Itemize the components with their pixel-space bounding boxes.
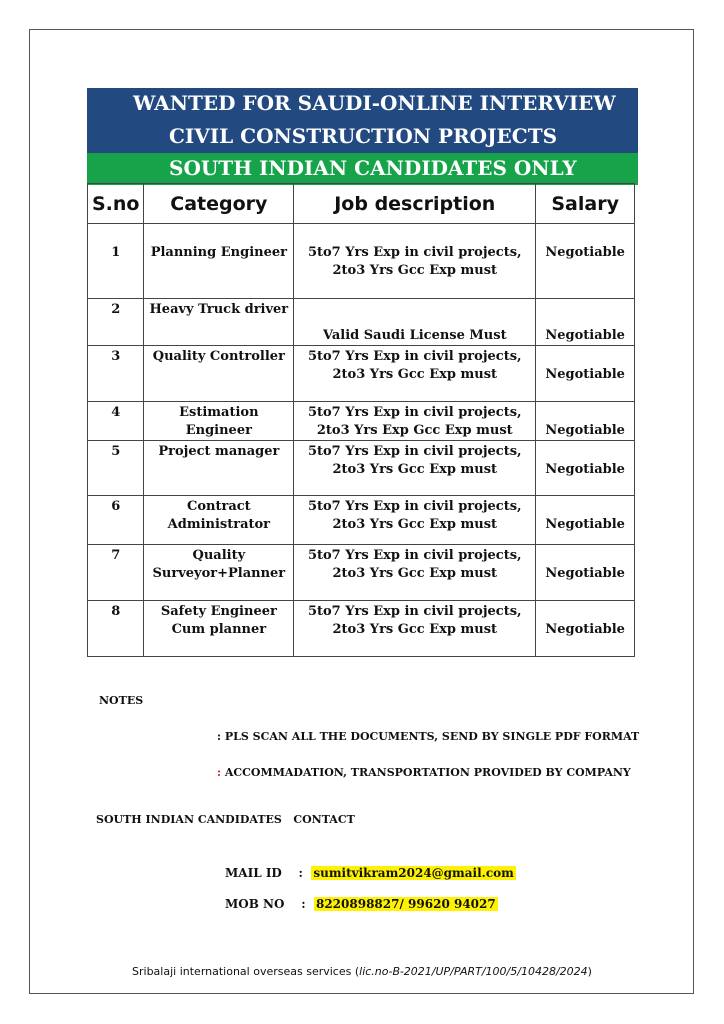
title-line-3: SOUTH INDIAN CANDIDATES ONLY — [169, 156, 577, 180]
row-salary: Negotiable — [536, 441, 635, 496]
row-salary: Negotiable — [536, 402, 635, 441]
row-category: Project manager — [144, 441, 294, 496]
row-category: Heavy Truck driver — [144, 299, 294, 346]
row-description: Valid Saudi License Must — [294, 299, 536, 346]
row-sno: 7 — [88, 545, 144, 601]
row-salary: Negotiable — [536, 496, 635, 545]
footer-company: Sribalaji international overseas services ( — [132, 965, 360, 978]
table-row — [88, 299, 635, 346]
email-link[interactable]: sumitvikram2024@gmail.com — [313, 866, 514, 880]
column-header-sno: S.no — [88, 184, 144, 224]
eligibility-banner — [87, 153, 638, 185]
row-salary: Negotiable — [536, 299, 635, 346]
row-sno: 4 — [88, 402, 144, 441]
footer — [0, 965, 724, 978]
mail-row — [225, 866, 516, 880]
column-header-category: Category — [144, 184, 294, 224]
row-salary: Negotiable — [536, 346, 635, 402]
row-sno: 3 — [88, 346, 144, 402]
table-row — [88, 601, 635, 657]
row-category: Contract Administrator — [144, 496, 294, 545]
phone-row — [225, 897, 498, 911]
row-category: Planning Engineer — [144, 224, 294, 299]
row-description: 5to7 Yrs Exp in civil projects, 2to3 Yrs Gcc Exp must — [294, 496, 536, 545]
table-row — [88, 346, 635, 402]
title-banner — [87, 88, 638, 121]
title-line-1: WANTED FOR SAUDI-ONLINE INTERVIEW — [133, 91, 616, 115]
row-description: 5to7 Yrs Exp in civil projects, 2to3 Yrs Gcc Exp must — [294, 346, 536, 402]
column-header-salary: Salary — [536, 184, 635, 224]
row-category: Quality Controller — [144, 346, 294, 402]
row-sno: 2 — [88, 299, 144, 346]
mob-label: MOB NO : — [225, 897, 314, 911]
subtitle-banner — [87, 121, 638, 153]
row-category: Safety Engineer Cum planner — [144, 601, 294, 657]
note-scan-documents: : PLS SCAN ALL THE DOCUMENTS, SEND BY SINGLE PDF FORMAT — [217, 730, 640, 743]
row-salary: Negotiable — [536, 545, 635, 601]
row-salary: Negotiable — [536, 224, 635, 299]
title-line-2: CIVIL CONSTRUCTION PROJECTS — [169, 124, 558, 148]
table-row — [88, 402, 635, 441]
table-row — [88, 441, 635, 496]
note-accommodation-text: ACCOMMADATION, TRANSPORTATION PROVIDED BY COMPANY — [221, 766, 631, 779]
phone-number: 8220898827/ 99620 94027 — [315, 897, 496, 911]
row-sno: 5 — [88, 441, 144, 496]
mail-label: MAIL ID : — [225, 866, 312, 880]
row-category: Quality Surveyor+Planner — [144, 545, 294, 601]
footer-close: ) — [587, 965, 592, 978]
note-colon: : — [217, 766, 222, 779]
row-sno: 6 — [88, 496, 144, 545]
table-header-row — [88, 184, 635, 224]
contact-heading: SOUTH INDIAN CANDIDATES CONTACT — [96, 813, 355, 826]
row-category: Estimation Engineer — [144, 402, 294, 441]
row-description: 5to7 Yrs Exp in civil projects, 2to3 Yrs Exp Gcc Exp must — [294, 402, 536, 441]
row-description: 5to7 Yrs Exp in civil projects, 2to3 Yrs Gcc Exp must — [294, 545, 536, 601]
table-row — [88, 545, 635, 601]
table-row — [88, 224, 635, 299]
row-description: 5to7 Yrs Exp in civil projects, 2to3 Yrs Gcc Exp must — [294, 441, 536, 496]
table-row — [88, 496, 635, 545]
row-sno: 8 — [88, 601, 144, 657]
row-description: 5to7 Yrs Exp in civil projects, 2to3 Yrs Gcc Exp must — [294, 601, 536, 657]
row-sno: 1 — [88, 224, 144, 299]
notes-heading: NOTES — [99, 694, 144, 707]
footer-license: lic.no-B-2021/UP/PART/100/5/10428/2024 — [359, 965, 588, 978]
note-accommodation — [217, 766, 631, 779]
row-description: 5to7 Yrs Exp in civil projects, 2to3 Yrs Gcc Exp must — [294, 224, 536, 299]
row-salary: Negotiable — [536, 601, 635, 657]
column-header-description: Job description — [294, 184, 536, 224]
jobs-table — [87, 183, 635, 657]
